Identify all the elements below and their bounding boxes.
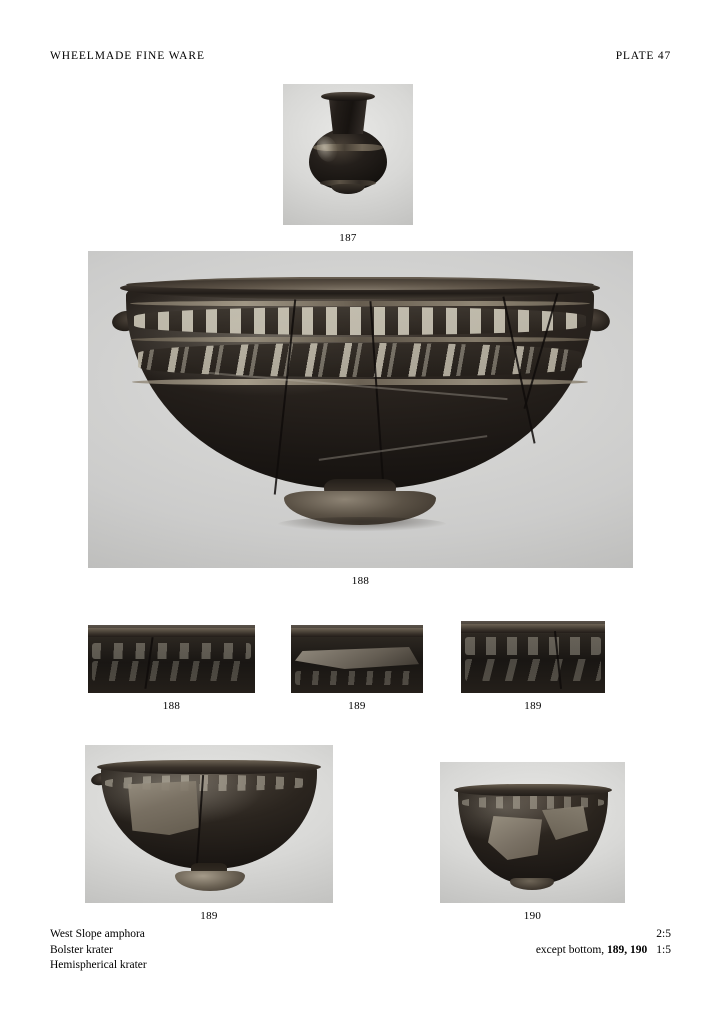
- photo-188-rim-detail: [88, 625, 255, 693]
- amphora-neck: [326, 96, 370, 134]
- figure-caption-189-detail-b: 189: [524, 700, 542, 712]
- krater-ovolo-frieze: [134, 307, 586, 335]
- figure-190: [440, 762, 625, 922]
- figure-caption-189-detail-a: 189: [348, 700, 366, 712]
- detail-tendril-band: [92, 661, 251, 681]
- scale-exception-value: 1:5: [656, 943, 671, 956]
- plate-number: PLATE 47: [615, 50, 671, 62]
- figure-189-detail-a: [291, 625, 423, 712]
- detail-band: [295, 671, 419, 685]
- footer-scale-note: [536, 927, 671, 958]
- footer-line-2: Bolster krater: [50, 943, 113, 956]
- running-head-title: WHEELMADE FINE WARE: [50, 50, 205, 62]
- figure-caption-190: 190: [523, 910, 542, 922]
- figure-caption-187: 187: [339, 232, 357, 244]
- krater-band-line-upper: [130, 301, 590, 306]
- footer-line-3: Hemispherical krater: [50, 959, 147, 971]
- figure-187: [283, 84, 413, 244]
- photo-188-bolster-krater: [88, 251, 633, 568]
- footer-object-list: [50, 927, 147, 974]
- photo-190-hemispherical-krater: [440, 762, 625, 903]
- scale-exception-items: 189, 190: [607, 943, 648, 956]
- figure-188-detail: [88, 625, 255, 712]
- photo-189-rim-detail-b: [461, 621, 605, 693]
- krater-shadow: [278, 517, 446, 531]
- figure-caption-188: 188: [351, 575, 370, 587]
- page-header: [50, 50, 671, 66]
- scale-main: 2:5: [656, 928, 671, 940]
- figure-188: [88, 251, 633, 587]
- scale-exception-text: [536, 943, 647, 959]
- figure-189-detail-b: [461, 621, 605, 712]
- photo-189-hemispherical-krater: [85, 745, 333, 903]
- photo-187-west-slope-amphora: [283, 84, 413, 225]
- krater-rim: [97, 760, 321, 774]
- footer-line-1: West Slope amphora: [50, 928, 145, 940]
- krater-rim-interior: [126, 279, 594, 290]
- detail-ovolo-band: [92, 643, 251, 659]
- detail-tendril-band: [465, 659, 601, 681]
- figure-caption-188-detail: 188: [162, 700, 181, 712]
- detail-ovolo-band: [465, 637, 601, 655]
- detail-rim-edge: [88, 628, 255, 637]
- detail-rim-edge: [461, 624, 605, 633]
- figure-189: [85, 745, 333, 922]
- krater-restored-patch: [125, 781, 199, 835]
- scale-exception-prefix: except bottom,: [535, 943, 605, 956]
- krater-band-line-middle: [130, 337, 590, 342]
- amphora-lip: [321, 92, 375, 101]
- detail-rim-edge: [291, 628, 423, 637]
- photo-189-rim-detail-a: [291, 625, 423, 693]
- bowl-rim: [454, 784, 612, 796]
- figure-caption-189: 189: [200, 910, 218, 922]
